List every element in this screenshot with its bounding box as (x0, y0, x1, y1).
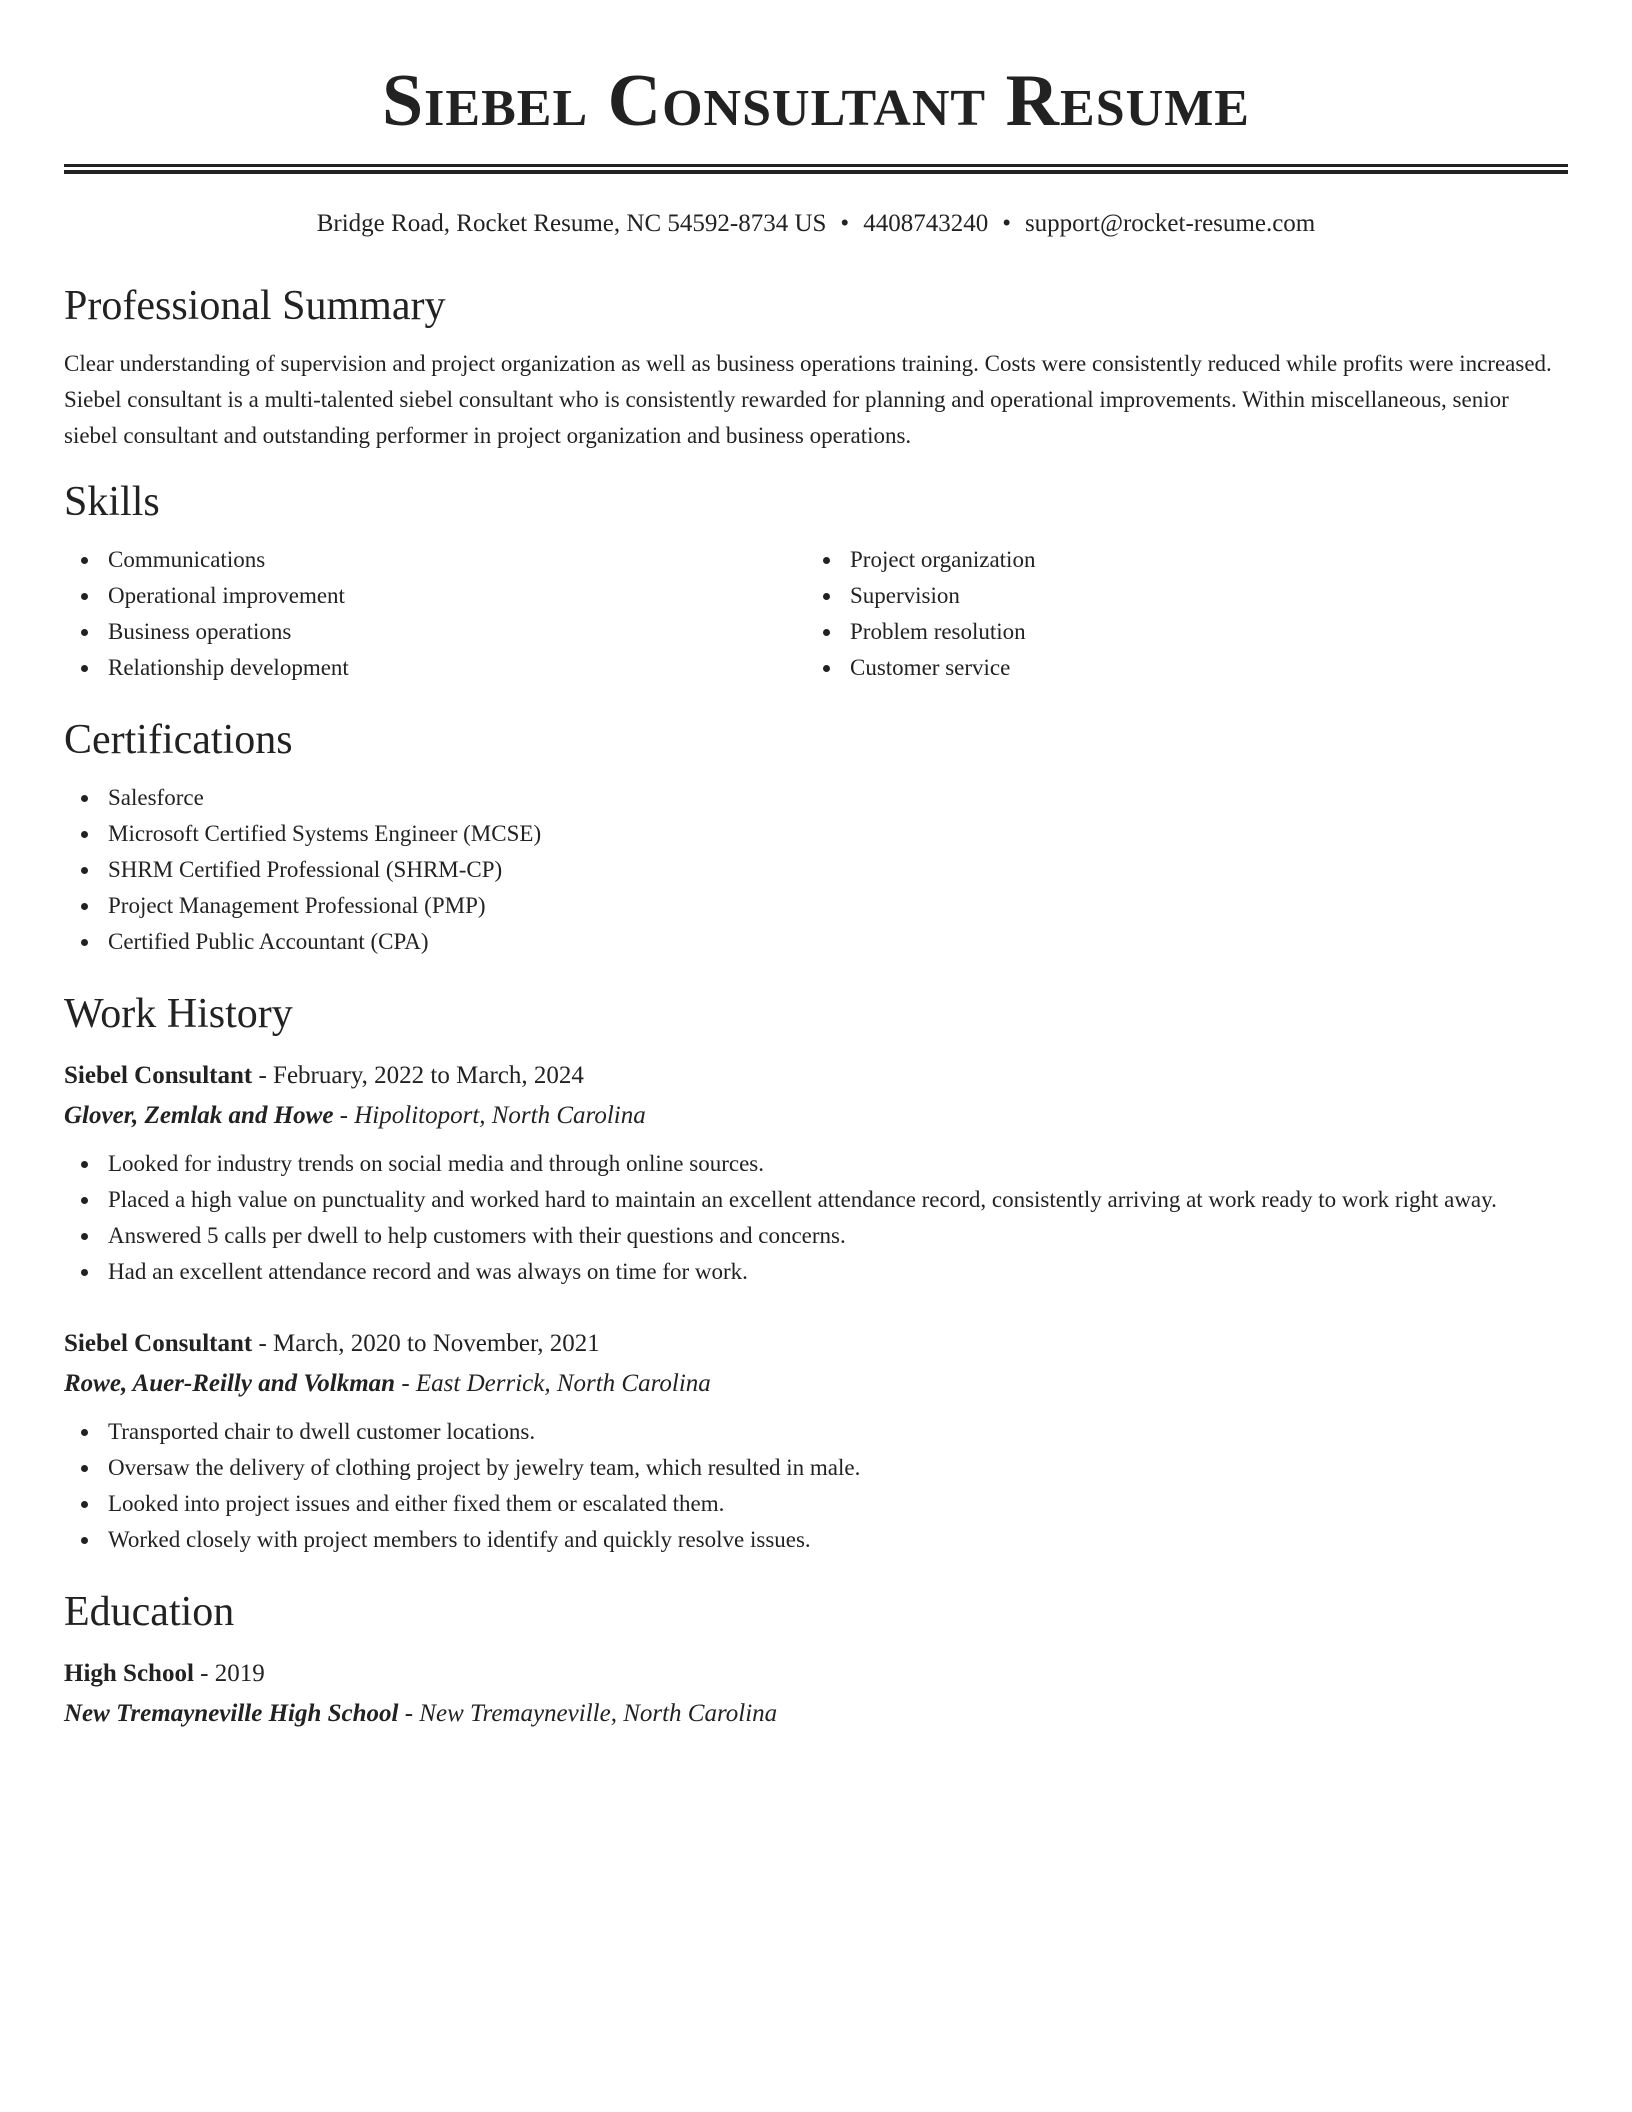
skills-list (64, 542, 1568, 686)
education-degree-line (64, 1654, 1568, 1694)
contact-phone: 4408743240 (863, 210, 989, 237)
education-degree: High School (64, 1660, 194, 1687)
job-bullet: Looked into project issues and either fixed them or escalated them. (64, 1486, 1568, 1522)
certification-item: SHRM Certified Professional (SHRM-CP) (64, 852, 1568, 888)
education-heading: Education (64, 1589, 235, 1635)
education-entry (64, 1654, 1568, 1734)
certification-item: Microsoft Certified Systems Engineer (MCSE) (64, 816, 1568, 852)
skill-item: Customer service (806, 650, 1548, 686)
contact-separator: • (1002, 210, 1011, 237)
certification-item: Salesforce (64, 780, 1568, 816)
certifications-heading: Certifications (64, 717, 293, 763)
certification-item: Project Management Professional (PMP) (64, 888, 1568, 924)
skill-item: Operational improvement (64, 578, 806, 614)
job-company: Rowe, Auer-Reilly and Volkman (64, 1370, 396, 1397)
skills-column-right (806, 542, 1548, 686)
job-company-line (64, 1364, 1568, 1404)
skills-heading: Skills (64, 479, 160, 525)
education-year: - 2019 (200, 1660, 265, 1687)
job-entry (64, 1324, 1568, 1558)
job-title-line (64, 1056, 1568, 1096)
education-school: New Tremayneville High School (64, 1700, 399, 1727)
skill-item: Project organization (806, 542, 1548, 578)
job-bullet: Had an excellent attendance record and was always on time for work. (64, 1254, 1568, 1290)
education-location: - New Tremayneville, North Carolina (404, 1700, 778, 1727)
skill-item: Business operations (64, 614, 806, 650)
job-company-line (64, 1096, 1568, 1136)
resume-title: Siebel Consultant Resume (382, 60, 1250, 142)
job-title: Siebel Consultant (64, 1330, 253, 1357)
title-divider (64, 164, 1568, 174)
job-bullet: Oversaw the delivery of clothing project by jewelry team, which resulted in male. (64, 1450, 1568, 1486)
job-title-line (64, 1324, 1568, 1364)
skill-item: Problem resolution (806, 614, 1548, 650)
skill-item: Communications (64, 542, 806, 578)
summary-text: Clear understanding of supervision and project organization as well as business operations training. Costs were consistently reduced while profits were increased. Siebel consultant is a multi-talented siebel consultant who is consistently rewarded for planning and operational improvements. Within miscellaneous, senior siebel consultant and outstanding performer in project organization and business operations. (64, 351, 1552, 448)
skill-item: Relationship development (64, 650, 806, 686)
certification-item: Certified Public Accountant (CPA) (64, 924, 1568, 960)
job-dates: - March, 2020 to November, 2021 (258, 1330, 600, 1357)
skills-column-left (64, 542, 806, 686)
summary-heading: Professional Summary (64, 283, 446, 329)
contact-line (64, 206, 1568, 242)
job-location: - East Derrick, North Carolina (401, 1370, 711, 1397)
job-bullet: Looked for industry trends on social media and through online sources. (64, 1146, 1568, 1182)
job-bullets (64, 1146, 1568, 1290)
job-bullets (64, 1414, 1568, 1558)
job-entry (64, 1056, 1568, 1290)
job-company: Glover, Zemlak and Howe (64, 1102, 334, 1129)
contact-separator: • (840, 210, 850, 237)
job-bullet: Worked closely with project members to identify and quickly resolve issues. (64, 1522, 1568, 1558)
resume-page (64, 0, 1568, 1734)
contact-email: support@rocket-resume.com (1024, 210, 1316, 237)
education-school-line (64, 1694, 1568, 1734)
job-title: Siebel Consultant (64, 1062, 253, 1089)
contact-address: Bridge Road, Rocket Resume, NC 54592-8734 US (316, 210, 827, 237)
job-dates: - February, 2022 to March, 2024 (258, 1062, 584, 1089)
certifications-list (64, 780, 1568, 960)
job-location: - Hipolitoport, North Carolina (339, 1102, 646, 1129)
job-bullet: Answered 5 calls per dwell to help customers with their questions and concerns. (64, 1218, 1568, 1254)
work-history-heading: Work History (64, 991, 293, 1037)
job-bullet: Placed a high value on punctuality and worked hard to maintain an excellent attendance record, consistently arriving at work ready to work right away. (64, 1182, 1568, 1218)
job-bullet: Transported chair to dwell customer locations. (64, 1414, 1568, 1450)
skill-item: Supervision (806, 578, 1548, 614)
